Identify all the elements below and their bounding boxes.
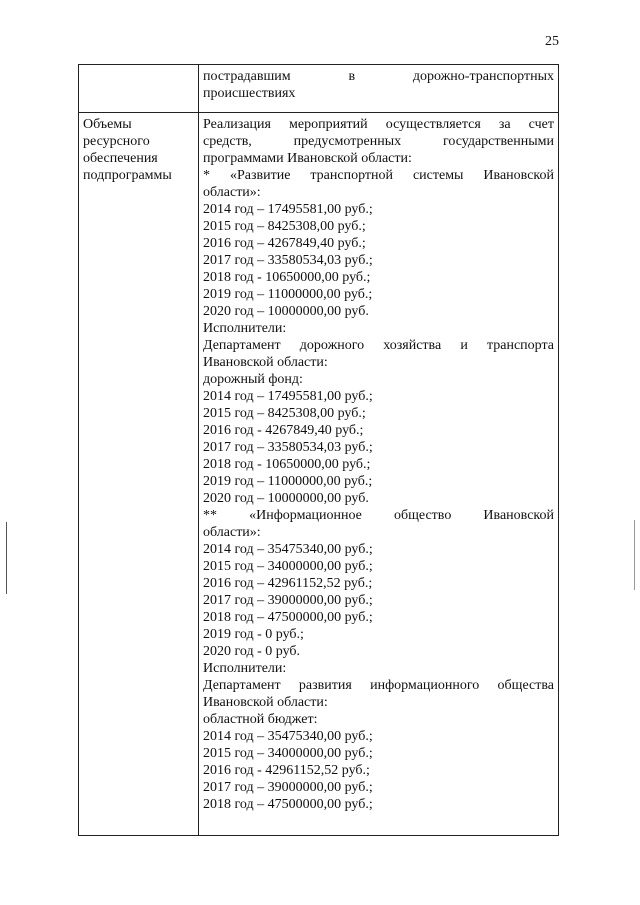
text-line: 2015 год – 34000000,00 руб.;	[203, 559, 373, 574]
table-row	[79, 65, 559, 113]
text-line: 2020 год – 10000000,00 руб.	[203, 491, 369, 506]
text-line: пострадавшим в дорожно-транспортных	[203, 69, 554, 84]
table-row	[79, 113, 559, 836]
text-line: Реализация мероприятий осуществляется за счет	[203, 117, 554, 132]
text-line: Департамент развития информационного общества	[203, 678, 554, 693]
text-line: Исполнители:	[203, 321, 287, 336]
label-line: ресурсного	[83, 134, 150, 149]
text-line: областной бюджет:	[203, 712, 318, 727]
text-line: Ивановской области:	[203, 355, 328, 370]
label-line: Объемы	[83, 117, 132, 132]
text-line: 2020 год - 0 руб.	[203, 644, 301, 659]
table-cell-continuation	[199, 65, 559, 113]
text-line: 2018 год – 47500000,00 руб.;	[203, 610, 373, 625]
text-line: 2019 год – 11000000,00 руб.;	[203, 287, 373, 302]
text-line: ** «Информационное общество Ивановской	[203, 508, 554, 523]
text-line: 2016 год - 4267849,40 руб.;	[203, 423, 364, 438]
text-line: средств, предусмотренных государственными	[203, 134, 554, 149]
text-line: 2017 год – 33580534,03 руб.;	[203, 253, 373, 268]
label-line: обеспечения	[83, 151, 158, 166]
text-line: 2014 год – 35475340,00 руб.;	[203, 542, 373, 557]
text-line: Исполнители:	[203, 661, 287, 676]
label-line: подпрограммы	[83, 168, 172, 183]
text-line: 2018 год - 10650000,00 руб.;	[203, 270, 371, 285]
text-line: 2016 год - 42961152,52 руб.;	[203, 763, 370, 778]
row-label-cell	[79, 113, 199, 836]
text-line: происшествиях	[203, 86, 296, 101]
text-line: дорожный фонд:	[203, 372, 303, 387]
text-line: 2017 год – 33580534,03 руб.;	[203, 440, 373, 455]
scan-margin-mark	[634, 520, 635, 590]
text-line: области»:	[203, 185, 261, 200]
text-line: Департамент дорожного хозяйства и транспорта	[203, 338, 554, 353]
text-line: 2015 год – 8425308,00 руб.;	[203, 219, 366, 234]
text-line: 2017 год – 39000000,00 руб.;	[203, 593, 373, 608]
table-cell-empty	[79, 65, 199, 113]
text-line: 2014 год – 35475340,00 руб.;	[203, 729, 373, 744]
scan-margin-mark	[6, 522, 7, 594]
text-line: 2016 год – 4267849,40 руб.;	[203, 236, 366, 251]
text-line: программами Ивановской области:	[203, 151, 412, 166]
text-line: 2014 год – 17495581,00 руб.;	[203, 389, 373, 404]
resource-table	[78, 64, 559, 836]
text-line: Ивановской области:	[203, 695, 328, 710]
text-line: 2015 год – 8425308,00 руб.;	[203, 406, 366, 421]
page-number: 25	[545, 34, 559, 49]
text-line: 2019 год - 0 руб.;	[203, 627, 304, 642]
text-line: 2019 год – 11000000,00 руб.;	[203, 474, 373, 489]
text-line: 2018 год - 10650000,00 руб.;	[203, 457, 371, 472]
text-line: 2018 год – 47500000,00 руб.;	[203, 797, 373, 812]
row-content-cell	[199, 113, 559, 836]
text-line: * «Развитие транспортной системы Ивановской	[203, 168, 554, 183]
text-line: 2014 год – 17495581,00 руб.;	[203, 202, 373, 217]
text-line: области»:	[203, 525, 261, 540]
text-line: 2017 год – 39000000,00 руб.;	[203, 780, 373, 795]
text-line: 2016 год – 42961152,52 руб.;	[203, 576, 373, 591]
text-line: 2020 год – 10000000,00 руб.	[203, 304, 369, 319]
text-line: 2015 год – 34000000,00 руб.;	[203, 746, 373, 761]
